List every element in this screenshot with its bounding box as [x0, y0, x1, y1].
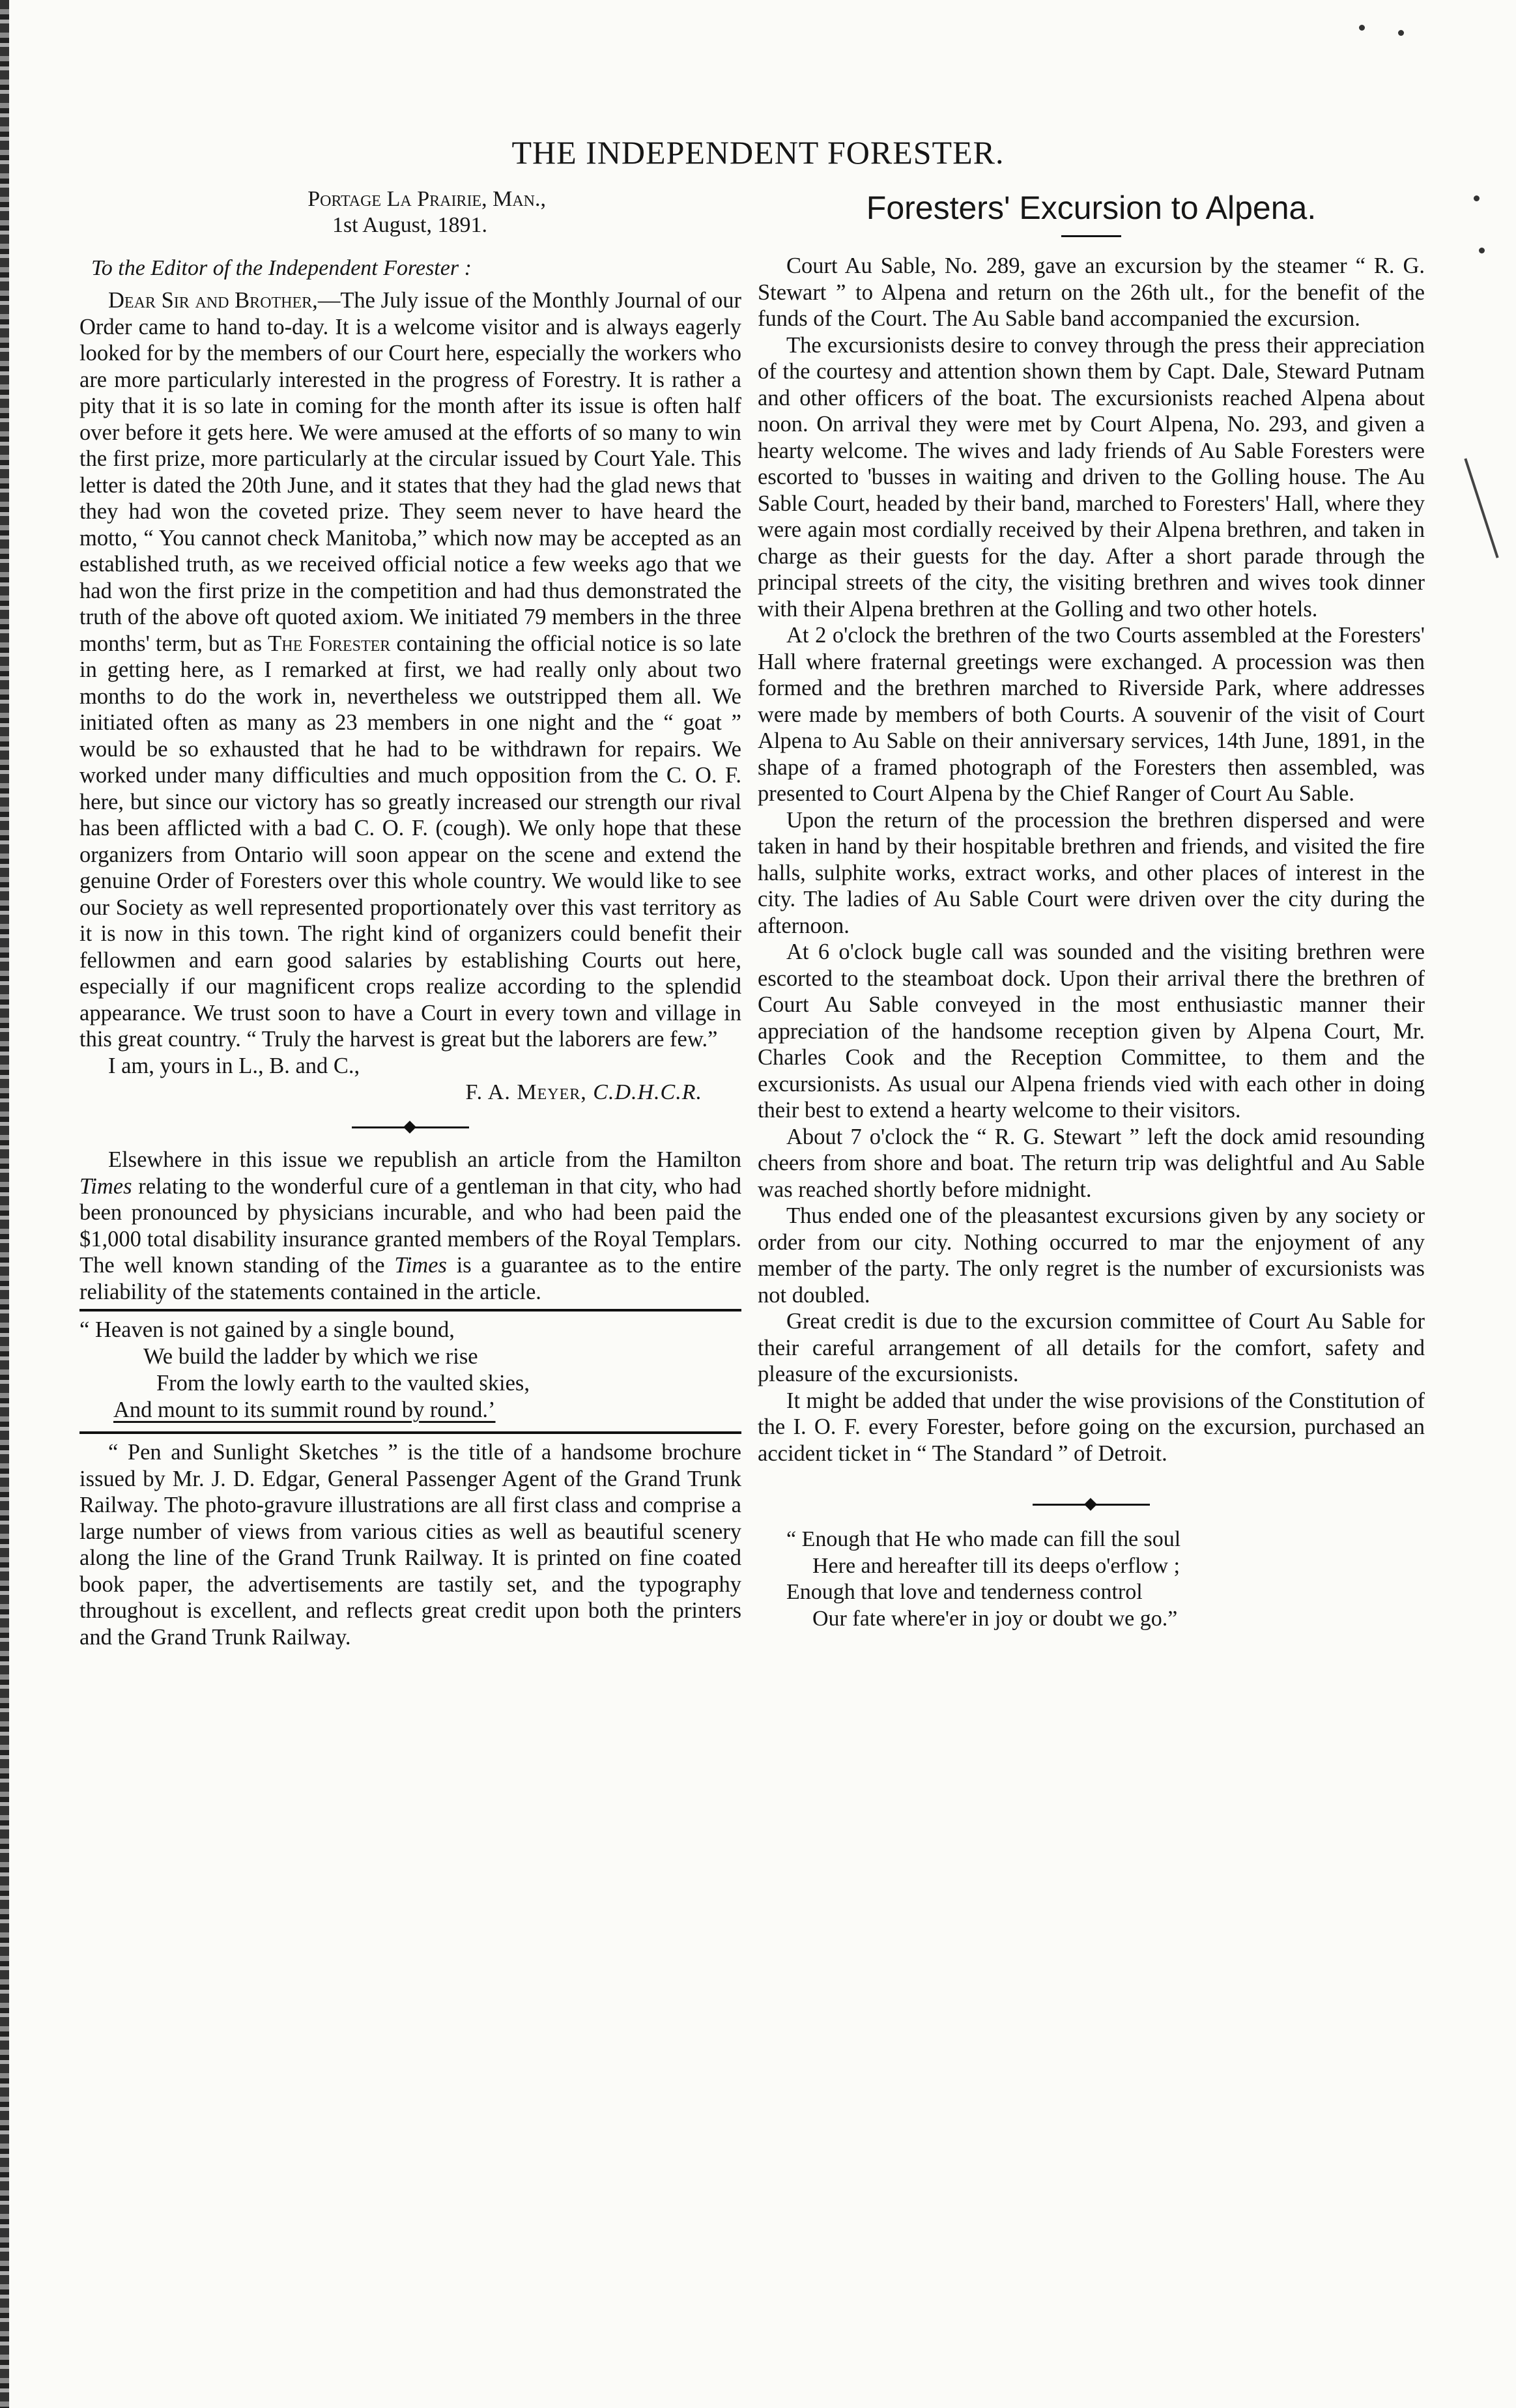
article-paragraph: Upon the return of the procession the brethren dispersed and were taken in hand by their hospitable brethren and friends, and visited the fire halls, sulphite works, extract works, and other places of interest in the city. The ladies of Au Sable Court were driven over the city during the afternoon. [758, 807, 1425, 938]
letter-date: 1st August, 1891. [332, 213, 487, 237]
headline-rule [1061, 235, 1121, 237]
signature-name: F. A. Meyer, [465, 1080, 587, 1104]
letter-body-text: —The July issue of the Monthly Journal of our Order came to hand to-day. It is a welcome visitor and is always eagerly looked for by the members of our Court here, especially the workers who are more particularly interested in the progress of Forestry. It is rather a pity that it is so late in coming for the month after its issue is often half over before it gets here. We were amused at the efforts of so many to win the first prize, more particularly at the circular issued by Court Yale. This letter is dated the 20th June, and it states that they had the glad news that they had won the coveted prize. They seem never to have heard the motto, “ You cannot check Manitoba,” which now may be accepted as an established truth, as we received official notice a few weeks ago that we had won the first prize in the competition and had thus demonstrated the truth of the above oft quoted axiom. We initiated 79 members in the three months' term, but as [79, 288, 742, 656]
ink-speck [1474, 195, 1480, 201]
poem-line: “ Heaven is not gained by a single bound, [79, 1317, 455, 1342]
article-paragraph: Court Au Sable, No. 289, gave an excursion by the steamer “ R. G. Stewart ” to Alpena and return on the 26th ult., for the benefit of the funds of the Court. The Au Sable band accompanied the excursion. [758, 253, 1425, 331]
article-paragraph: At 2 o'clock the brethren of the two Courts assembled at the Foresters' Hall where fraternal greetings were exchanged. A procession was then formed and the brethren marched to Riverside Park, where addresses were made by members of both Courts. A souvenir of the visit of Court Alpena to Au Sable on their anniversary services, 14th June, 1891, in the shape of a framed photograph of the Foresters then assembled, was presented to Court Alpena by the Chief Ranger of Court Au Sable. [758, 623, 1425, 806]
ornamental-rule [352, 1118, 469, 1136]
letter [79, 186, 741, 1106]
poem-line: Here and hereafter till its deeps o'erflow ; [812, 1553, 1180, 1578]
article-paragraph: At 6 o'clock bugle call was sounded and the visiting brethren were escorted to the steamboat dock. Upon their arrival there the brethren of Court Au Sable conveyed in the most enthusiastic manner their appreciation of the handsome reception given by Alpena Court, Mr. Charles Cook and the Reception Committee, to them and the excursionists. As usual our Alpena friends vied with each other in doing their best to extend a hearty welcome to their visitors. [758, 939, 1425, 1123]
notice-brochure: “ Pen and Sunlight Sketches ” is the title of a handsome brochure issued by Mr. J. D. Edgar, General Passenger Agent of the Grand Trunk Railway. The photo-gravure illustrations are all first class and comprise a large number of views from various cities as well as beautiful scenery along the line of the Grand Trunk Railway. It is printed on fine coated book paper, the advertisements are tastily set, and the typography throughout is excellent, and reflects great credit upon both the printers and the Grand Trunk Railway. [79, 1440, 741, 1650]
poem-line: We build the ladder by which we rise [143, 1344, 478, 1369]
notice-times: Elsewhere in this issue we republish an article from the Hamilton Times relating to the wonderful cure of a gentleman in that city, who had been pronounced by physicians incurable, and who had been paid the $1,000 total disability insurance granted members of the Royal Templars. The well known standing of the Times is a guarantee as to the entire reliability of the statements contained in the article. [79, 1147, 742, 1304]
section-rule [79, 1431, 741, 1434]
letter-body-text-2: containing the official notice is so late in getting here, as I remarked at first, we had really only about two months to do the work in, nevertheless we outstripped them all. We initiated often as many as 23 members in one night and the “ goat ” would be so exhausted that he had to be withdrawn for repairs. We worked under many difficulties and much opposition from the C. O. F. here, but since our victory has so greatly increased our strength our rival has been afflicted with a bad C. O. F. (cough). We only hope that these organizers from Ontario will soon appear on the scene and extend the genuine Order of Foresters over this whole country. We would like to see our Society as well represented proportionately over this vast territory as it is now in this town. The right kind of organizers could benefit their fellowmen and earn good salaries by establishing Courts out here, especially if our magnificent crops realize according to the splendid appearance. We trust soon to have a Court in every town and village in this great country. “ Truly the harvest is great but the laborers are few.” [79, 631, 742, 1052]
poem-enough [758, 1526, 1425, 1632]
article-paragraph: The excursionists desire to convey through the press their appreciation of the courtesy and attention shown them by Capt. Dale, Steward Putnam and other officers of the boat. The excursionists reached Alpena about noon. On arrival they were met by Court Alpena, No. 293, and given a hearty welcome. The wives and lady friends of Au Sable Foresters were escorted to 'busses in waiting and driven to the Golling house. The Au Sable Court, headed by their band, marched to Foresters' Hall, where they were again most cordially received by their Alpena brethren, and taken in charge as their guests for the day. After a short parade through the principal streets of the city, the visiting brethren and wives took dinner with their Alpena brethren at the Golling and two other hotels. [758, 332, 1425, 622]
poem-line: From the lowly earth to the vaulted skies, [156, 1371, 530, 1396]
signature-title: C.D.H.C.R. [593, 1080, 702, 1104]
article-paragraph: Thus ended one of the pleasantest excursions given by any society or order from our city. Nothing occurred to mar the enjoyment of any member of the party. The only regret is the number of excursionists was not doubled. [758, 1203, 1425, 1308]
margin-scratch [1464, 458, 1498, 558]
article-body [758, 253, 1425, 1467]
letter-body [79, 287, 741, 1053]
ink-speck [1359, 25, 1365, 31]
left-column [79, 186, 741, 1650]
letter-place: Portage La Prairie, Man., [307, 187, 546, 211]
letter-opening: Dear Sir and Brother, [108, 288, 318, 313]
letter-forester: The Forester [268, 631, 391, 656]
ink-speck [1398, 30, 1404, 36]
letter-closing: I am, yours in L., B. and C., [108, 1053, 360, 1078]
article-paragraph: Great credit is due to the excursion committee of Court Au Sable for their careful arrangement of all details for the comfort, safety and pleasure of the excursionists. [758, 1309, 1425, 1386]
article-headline: Foresters' Excursion to Alpena. [866, 190, 1317, 226]
letter-signature [79, 1079, 741, 1106]
poem-line: “ Enough that He who made can fill the soul [786, 1527, 1181, 1551]
article-paragraph: It might be added that under the wise provisions of the Constitution of the I. O. F. every Forester, before going on the excursion, purchased an accident ticket in “ The Standard ” of Detroit. [758, 1388, 1425, 1466]
poem-line: Enough that love and tenderness control [786, 1580, 1143, 1604]
running-head: THE INDEPENDENT FORESTER. [511, 134, 1005, 171]
ink-speck [1479, 248, 1485, 253]
ornamental-rule [1033, 1495, 1150, 1513]
article-paragraph: About 7 o'clock the “ R. G. Stewart ” left the dock amid resounding cheers from shore and boat. The return trip was delightful and Au Sable was reached shortly before midnight. [758, 1124, 1425, 1202]
poem-line: And mount to its summit round by round.’ [113, 1398, 496, 1422]
right-column [758, 186, 1425, 1632]
letter-salutation: To the Editor of the Independent Forester : [91, 256, 472, 280]
section-rule [79, 1309, 741, 1312]
poem-line: Our fate where'er in joy or doubt we go.” [812, 1606, 1178, 1631]
poem-heaven [79, 1317, 741, 1424]
binding-edge [0, 0, 9, 2408]
